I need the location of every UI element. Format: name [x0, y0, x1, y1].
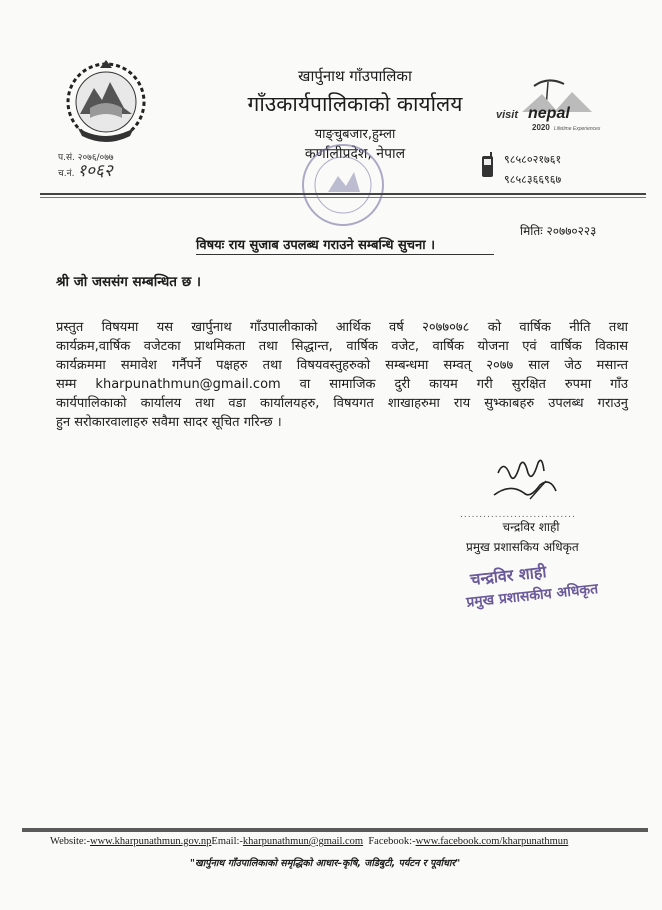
body-line: कार्यपालिकाको कार्यालय तथा वडा कार्यालयहरु, विषयगत शाखाहरुमा राय सुभ्काबहरु उपलब्ध गराउनु	[56, 396, 628, 411]
signer-title: प्रमुख प्रशासकिय अधिकृत	[466, 540, 579, 554]
phone-number-1: ९८५८०२१७६१	[504, 153, 562, 166]
phone-number-2: ९८५८३६६९६७	[504, 173, 562, 186]
website-link[interactable]: www.kharpunathmun.gov.np	[89, 836, 212, 847]
facebook-label: Facebook:-	[368, 836, 416, 847]
salutation: श्री जो जससंग सम्बन्धित छ ।	[56, 274, 201, 290]
body-line: सम्म kharpunathmun@gmail.com वा सामाजिक दुरी कायम गरी सुरक्षित रुपमा गाँउ	[56, 377, 628, 392]
mobile-phone-icon	[481, 152, 494, 178]
letter-subject: विषयः राय सुजाब उपलब्ध गराउने सम्बन्धि सुचना ।	[196, 238, 436, 253]
logo-tagline: Lifetime Experiences	[554, 126, 601, 132]
office-location: याङ्चुबजार,हुम्ला	[314, 127, 396, 142]
phone-numbers	[504, 150, 561, 190]
dispatch-number: १०६२	[77, 161, 113, 181]
email-link[interactable]: kharpunathmun@gmail.com	[242, 836, 364, 847]
visit-nepal-logo	[492, 72, 612, 138]
rubber-stamp-title: प्रमुख प्रशासकीय अधिकृत	[465, 581, 599, 611]
logo-year: 2020	[532, 123, 550, 132]
logo-visit: visit	[496, 109, 519, 121]
header-rule-thin	[40, 197, 646, 198]
body-line: कार्यक्रममा समावेश गर्नैपर्ने पक्षहरु तथा विषयवस्तुहरुको सम्बन्धमा सम्वत् २०७७ साल जेठ मसान्त	[56, 358, 628, 373]
reference-dispatch	[58, 161, 114, 181]
email-label: Email:-	[211, 836, 243, 847]
reference-block	[58, 152, 114, 181]
office-seal-stamp	[298, 140, 388, 230]
signer-name: चन्द्रविर शाही	[502, 520, 560, 534]
logo-nepal: nepal	[528, 105, 570, 122]
reference-fiscal-year: प.सं. २०७६/०७७	[58, 153, 114, 163]
dispatch-label: च.नं.	[58, 169, 75, 179]
body-line: कार्यक्रम,वार्षिक वजेटका प्राथमिकता तथा सिद्धान्त, वार्षिक वजेट, वार्षिक योजना एवं वार्षिक विकास	[56, 339, 628, 354]
letter-date: मितिः २०७७०२२३	[520, 224, 597, 238]
signature-dotted-line: ..............................	[460, 510, 576, 520]
website-label: Website:-	[50, 836, 90, 847]
office-name: गाँउकार्यपालिकाको कार्यालय	[247, 92, 463, 116]
office-province: कर्णालीप्रदेश, नेपाल	[304, 146, 406, 162]
body-line: प्रस्तुत विषयमा यस खार्पुनाथ गाँउपालीकाको आर्थिक वर्ष २०७७०७८ को वार्षिक नीति तथा	[56, 320, 628, 335]
footer-contact-line	[50, 836, 620, 847]
nepal-emblem-icon	[64, 58, 148, 146]
handwritten-signature	[470, 455, 580, 515]
body-line: हुन सरोकारवालाहरु सवैमा सादर सूचित गरिन्छ ।	[56, 415, 282, 430]
letter-body	[56, 318, 628, 432]
footer-rule	[22, 828, 648, 832]
header-rule	[40, 193, 646, 195]
facebook-link[interactable]: www.facebook.com/kharpunathmun	[415, 836, 569, 847]
rubber-stamp-name: चन्द्रविर शाही	[469, 562, 548, 589]
municipality-name: खार्पुनाथ गाँउपालिका	[298, 67, 412, 85]
footer-tagline: "खार्पुनाथ गाँउपालिकाको समृद्धिको आधार–कृषि, जडिबुटी, पर्यटन र पूर्वाधार"	[190, 858, 461, 869]
subject-underline	[196, 254, 494, 255]
